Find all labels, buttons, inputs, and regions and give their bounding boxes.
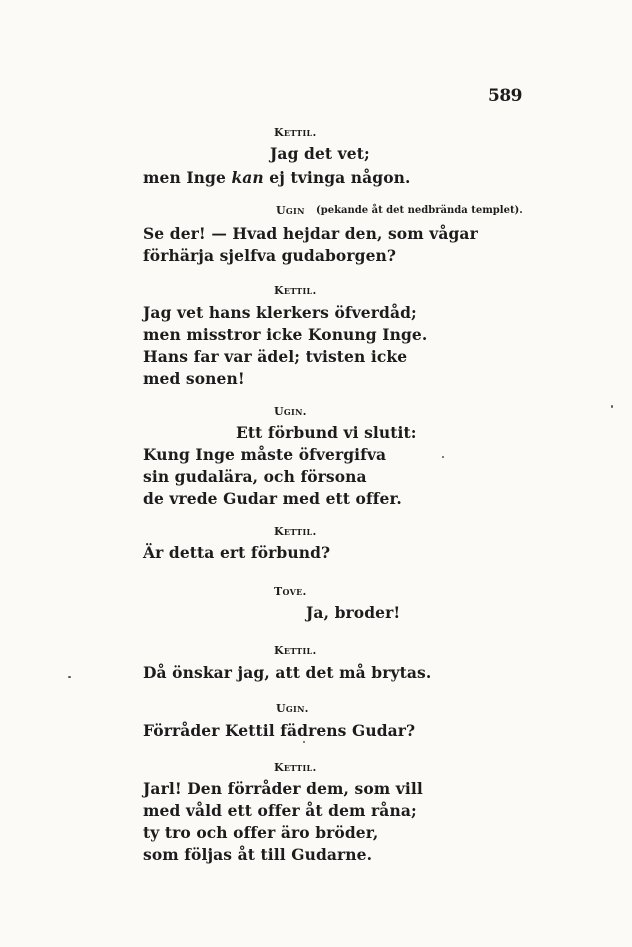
- verse-line: Är detta ert förbund?: [143, 543, 331, 562]
- speaker-label: Ugin.: [274, 405, 307, 418]
- speaker-label: Kettil.: [274, 761, 317, 774]
- verse-line: Ett förbund vi slutit:: [236, 423, 417, 442]
- verse-line: Jarl! Den förråder dem, som vill: [143, 779, 423, 798]
- verse-line: ty tro och offer äro bröder,: [143, 823, 379, 842]
- page-number: 589: [488, 86, 522, 106]
- verse-line: men Inge kan ej tvinga någon.: [143, 168, 411, 187]
- verse-line: som följas åt till Gudarne.: [143, 845, 373, 864]
- speaker-label: Kettil.: [274, 644, 317, 657]
- scan-speck: [442, 456, 444, 458]
- speaker-label: Tove.: [274, 585, 307, 598]
- verse-line: Jag det vet;: [270, 144, 370, 163]
- scan-speck: [303, 741, 305, 743]
- scan-speck: [68, 676, 71, 678]
- verse-line: Hans far var ädel; tvisten icke: [143, 347, 408, 366]
- speaker-label: Kettil.: [274, 126, 317, 139]
- stage-direction: (pekande åt det nedbrända templet).: [316, 205, 523, 216]
- verse-line: de vrede Gudar med ett offer.: [143, 489, 402, 508]
- verse-line: Jag vet hans klerkers öfverdåd;: [143, 303, 417, 322]
- verse-line: Ja, broder!: [306, 603, 401, 622]
- verse-line: sin gudalära, och försona: [143, 467, 367, 486]
- speaker-label: Ugin.: [276, 702, 309, 715]
- verse-line: Då önskar jag, att det må brytas.: [143, 663, 432, 682]
- verse-line: Kung Inge måste öfvergifva: [143, 445, 387, 464]
- verse-line: Förråder Kettil fädrens Gudar?: [143, 721, 416, 740]
- speaker-label: Kettil.: [274, 284, 317, 297]
- speaker-label: Ugin: [276, 204, 305, 217]
- verse-line: Se der! — Hvad hejdar den, som vågar: [143, 224, 478, 243]
- verse-line: förhärja sjelfva gudaborgen?: [143, 246, 397, 265]
- verse-line: med våld ett offer åt dem råna;: [143, 801, 417, 820]
- verse-line: med sonen!: [143, 369, 245, 388]
- scan-speck: [611, 405, 613, 408]
- verse-line: men misstror icke Konung Inge.: [143, 325, 428, 344]
- speaker-label: Kettil.: [274, 525, 317, 538]
